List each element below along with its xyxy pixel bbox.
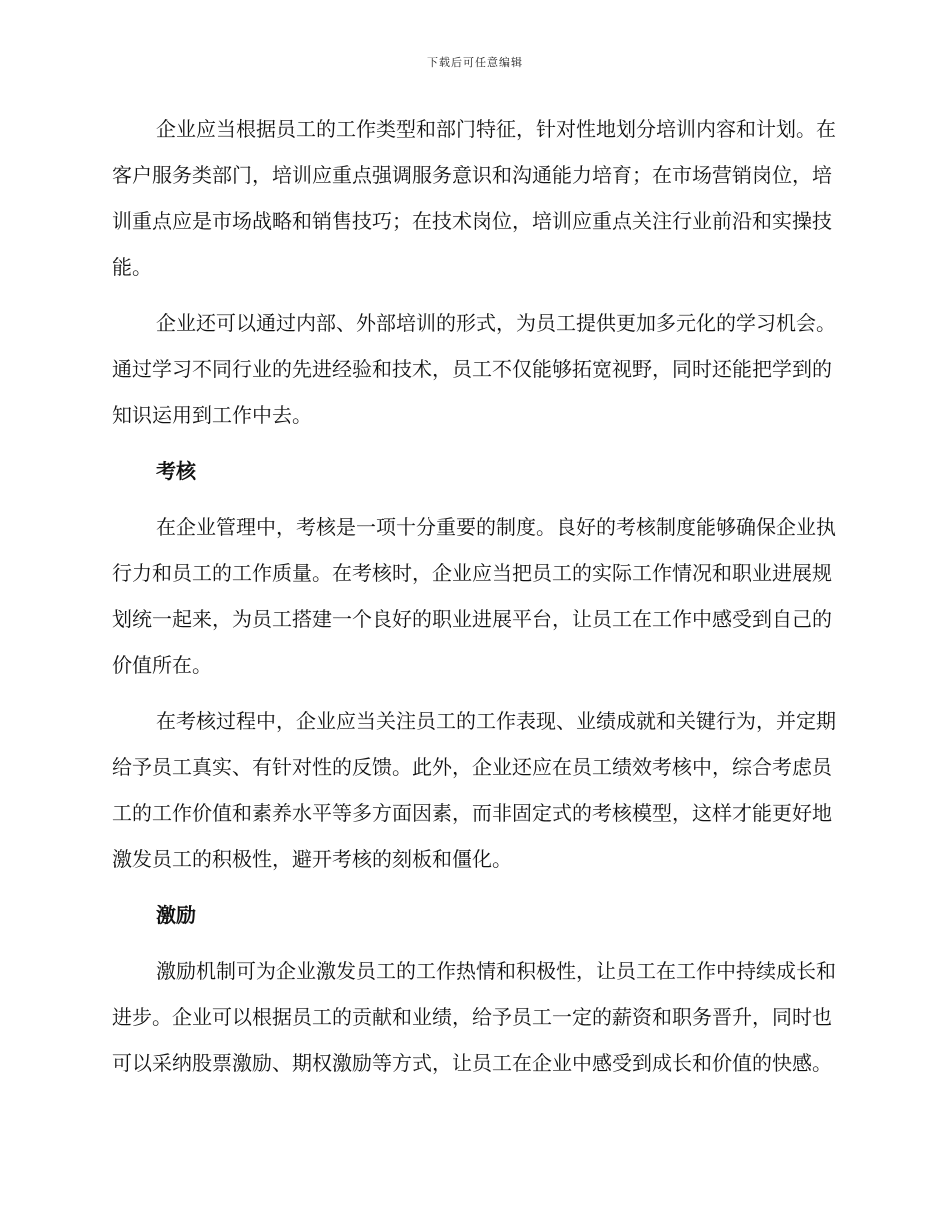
document-body [112,106,842,1096]
paragraph-incentive-mechanism: 激励机制可为企业激发员工的工作热情和积极性，让员工在工作中持续成长和进步。企业可以根据员工的贡献和业绩，给予员工一定的薪资和职务晋升，同时也可以采纳股票激励、期权激励等方式，让员工在企业中感受到成长和价值的快感。 [112,959,836,1075]
paragraph-internal-external-training: 企业还可以通过内部、外部培训的形式，为员工提供更加多元化的学习机会。通过学习不同行业的先进经验和技术，员工不仅能够拓宽视野，同时还能把学到的知识运用到工作中去。 [112,311,836,427]
paragraph-assessment-importance: 在企业管理中，考核是一项十分重要的制度。良好的考核制度能够确保企业执行力和员工的工作质量。在考核时，企业应当把员工的实际工作情况和职业进展规划统一起来，为员工搭建一个良好的职业进展平台，让员工在工作中感受到自己的价值所在。 [112,515,836,677]
header-note: 下载后可任意编辑 [427,56,523,69]
section-heading-incentive: 激励 [156,903,196,927]
section-heading-assessment: 考核 [156,459,196,483]
paragraph-training-by-department: 企业应当根据员工的工作类型和部门特征，针对性地划分培训内容和计划。在客户服务类部门，培训应重点强调服务意识和沟通能力培育；在市场营销岗位，培训重点应是市场战略和销售技巧；在技术岗位，培训应重点关注行业前沿和实操技能。 [112,117,836,279]
paragraph-assessment-process: 在考核过程中，企业应当关注员工的工作表现、业绩成就和关键行为，并定期给予员工真实、有针对性的反馈。此外，企业还应在员工绩效考核中，综合考虑员工的工作价值和素养水平等多方面因素，而非固定式的考核模型，这样才能更好地激发员工的积极性，避开考核的刻板和僵化。 [112,709,836,871]
